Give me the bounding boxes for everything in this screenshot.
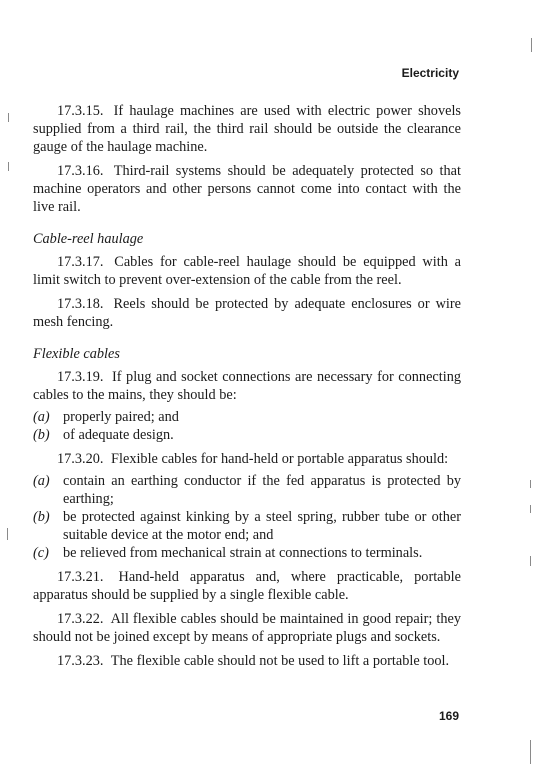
list-item [33,426,461,444]
running-head: Electricity [401,66,459,80]
list-item-text: be relieved from mechanical strain at connections to terminals. [63,545,423,561]
section-heading: Flexible cables [33,346,120,362]
paragraph [33,652,461,670]
section-heading: Cable-reel haulage [33,231,144,247]
list-item-text: of adequate design. [63,427,174,443]
item-list [33,408,461,444]
list-item-text: be protected against kinking by a steel spring, rubber tube or other suitable device at the motor end; and [63,509,461,543]
right-margin-mark [530,740,531,764]
list-item-text: properly paired; and [63,409,179,425]
paragraph [33,610,461,646]
paragraph [33,102,461,156]
paragraph-number: 17.3.16. [57,163,104,179]
paragraph-number: 17.3.21. [57,569,104,585]
left-margin-mark [8,162,9,171]
paragraph-number: 17.3.20. [57,451,104,467]
paragraph [33,295,461,331]
list-item-marker: (b) [33,427,50,443]
paragraph-number: 17.3.18. [57,296,104,312]
item-list [33,472,461,562]
paragraph-text: If plug and socket connections are necessary for connecting cables to the mains, they should be: [33,369,461,403]
right-margin-mark [530,480,531,488]
paragraph [33,253,461,289]
paragraph-number: 17.3.23. [57,653,104,669]
paragraph-text: Third-rail systems should be adequately protected so that machine operators and other persons cannot come into contact with the live rail. [33,163,461,215]
list-item [33,408,461,426]
paragraph-text: All flexible cables should be maintained in good repair; they should not be joined except by means of appropriate plugs and sockets. [33,611,461,645]
list-item [33,508,461,544]
left-margin-mark [7,528,8,540]
paragraph-text: Cables for cable-reel haulage should be equipped with a limit switch to prevent over-extension of the cable from the reel. [33,254,462,288]
paragraph-text: If haulage machines are used with electric power shovels supplied from a third rail, the third rail should be outside the clearance gauge of the haulage machine. [33,103,461,155]
page-number: 169 [438,709,459,723]
paragraph [33,450,461,468]
paragraph-number: 17.3.19. [57,369,104,385]
paragraph [33,162,461,216]
paragraph-number: 17.3.15. [57,103,104,119]
list-item-marker: (a) [33,473,50,489]
right-margin-mark [530,505,531,513]
left-margin-mark [8,113,9,122]
right-margin-mark [531,38,532,52]
paragraph [33,568,461,604]
paragraph-text: Hand-held apparatus and, where practicable, portable apparatus should be supplied by a single flexible cable. [33,569,461,603]
right-margin-mark [530,556,531,566]
list-item [33,472,461,508]
list-item-marker: (c) [33,545,49,561]
list-item-marker: (b) [33,509,50,525]
paragraph-text: Reels should be protected by adequate enclosures or wire mesh fencing. [33,296,462,330]
paragraph-number: 17.3.22. [57,611,104,627]
paragraph-number: 17.3.17. [57,254,104,270]
list-item-marker: (a) [33,409,50,425]
page-body [33,102,461,676]
paragraph-text: The flexible cable should not be used to lift a portable tool. [110,653,450,669]
list-item-text: contain an earthing conductor if the fed apparatus is protected by earthing; [63,473,461,507]
paragraph [33,368,461,404]
paragraph-text: Flexible cables for hand-held or portable apparatus should: [111,451,449,467]
list-item [33,544,461,562]
